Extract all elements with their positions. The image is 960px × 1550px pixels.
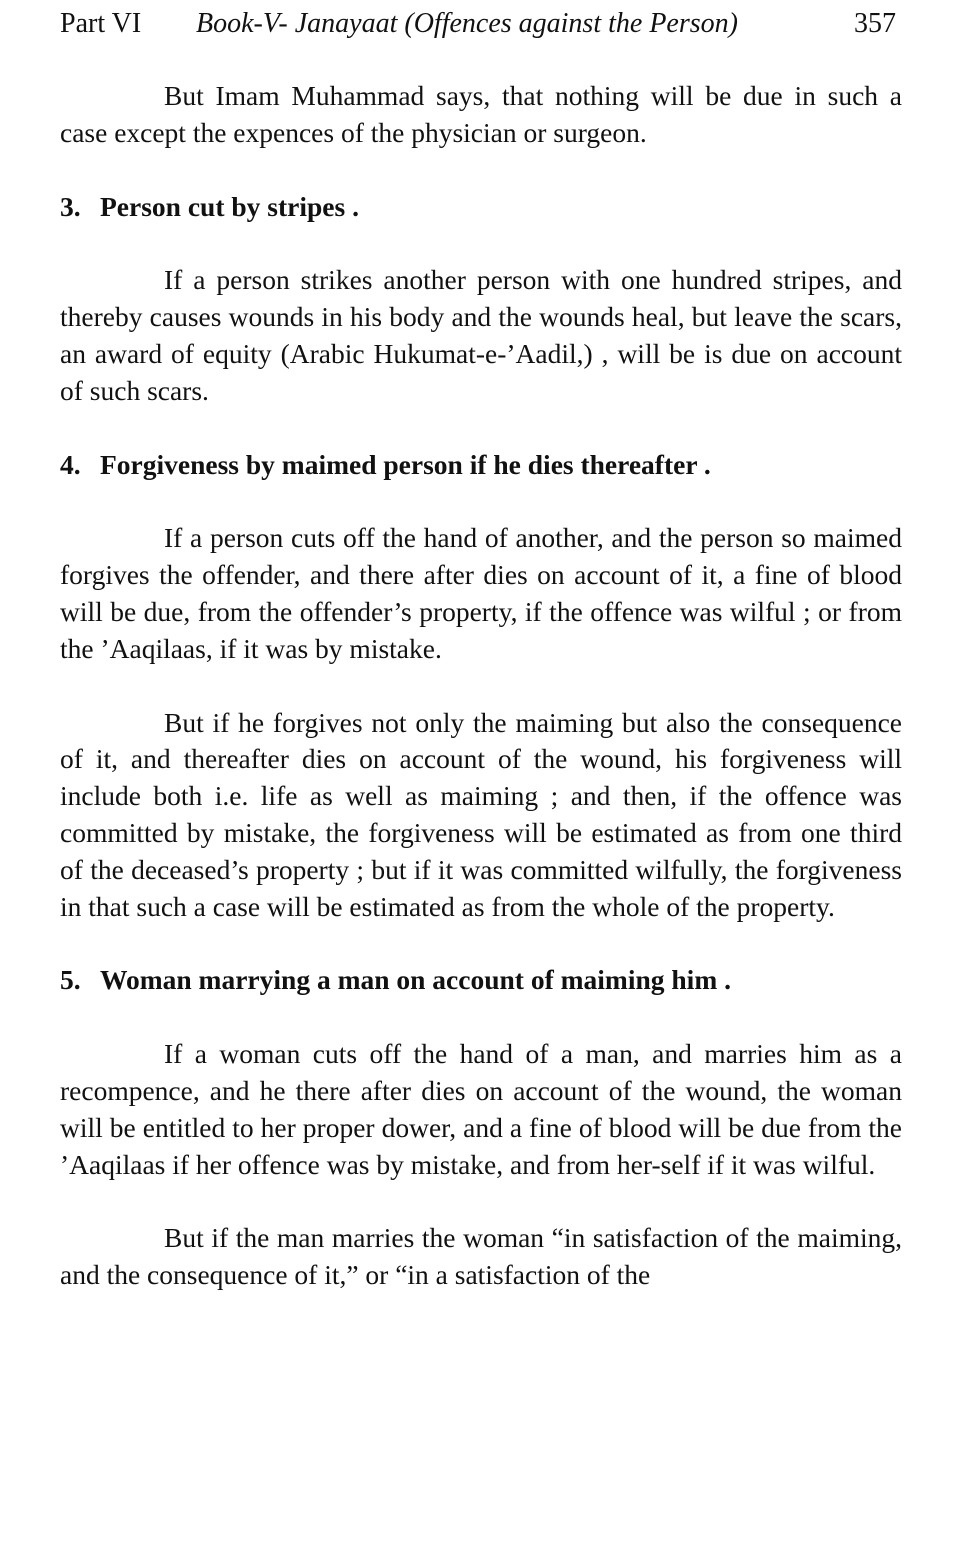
section-number: 5. — [60, 964, 81, 996]
section-heading-5 — [60, 962, 902, 999]
spacer — [60, 668, 902, 705]
paragraph-man-marries: But if the man marries the woman “in satisfaction of the maiming, and the consequence of it,” or “in a satisfaction of the — [60, 1222, 902, 1291]
header-title: Book-V- Janayaat (Offences against the Person) — [196, 8, 738, 39]
spacer — [60, 152, 902, 189]
section-heading-3 — [60, 189, 902, 226]
section-heading-4 — [60, 447, 902, 484]
paragraph-woman-marrying: If a woman cuts off the hand of a man, and marries him as a recompence, and he there after dies on account of the wound, the woman will be entitled to her proper dower, and a fine of blood will be due from the ’Aaqilaas if her offence was by mistake, and from her-self if it was wilful. — [60, 1038, 902, 1180]
document-page — [60, 0, 902, 1294]
paragraph-imam-muhammad: But Imam Muhammad says, that nothing will be due in such a case except the expences of the physician or surgeon. — [60, 80, 902, 148]
paragraph-forgiveness: If a person cuts off the hand of another, and the person so maimed forgives the offender, and there after dies on account of it, a fine of blood will be due, from the offender’s property, if the offence was wilful ; or from the ’Aaqilaas, if it was by mistake. — [60, 522, 902, 664]
spacer — [60, 925, 902, 962]
section-title: Person cut by stripes . — [100, 190, 359, 222]
section-number: 4. — [60, 448, 81, 480]
page-number: 357 — [854, 8, 896, 39]
spacer — [60, 483, 902, 520]
header-part: Part VI — [60, 8, 142, 39]
paragraph-forgiveness-consequence: But if he forgives not only the maiming but also the consequence of it, and thereafter dies on account of the wound, his forgiveness will include both i.e. life as well as maiming ; and then, if the offence was committed by mistake, the forgiveness will be estimated as from one third of the deceased’s property ; but if it was committed wilfully, the forgiveness in that such a case will be estimated as from the whole of the property. — [60, 706, 902, 922]
spacer — [60, 225, 902, 262]
spacer — [60, 999, 902, 1036]
running-header — [60, 0, 902, 48]
section-number: 3. — [60, 190, 81, 222]
section-title: Woman marrying a man on account of maiming him . — [100, 964, 731, 996]
spacer — [60, 1183, 902, 1220]
section-title: Forgiveness by maimed person if he dies thereafter . — [100, 448, 711, 480]
paragraph-stripes: If a person strikes another person with one hundred stripes, and thereby causes wounds in his body and the wounds heal, but leave the scars, an award of equity (Arabic Hukumat-e-’Aadil,) , will be is due on account of such scars. — [60, 264, 902, 406]
spacer — [60, 410, 902, 447]
